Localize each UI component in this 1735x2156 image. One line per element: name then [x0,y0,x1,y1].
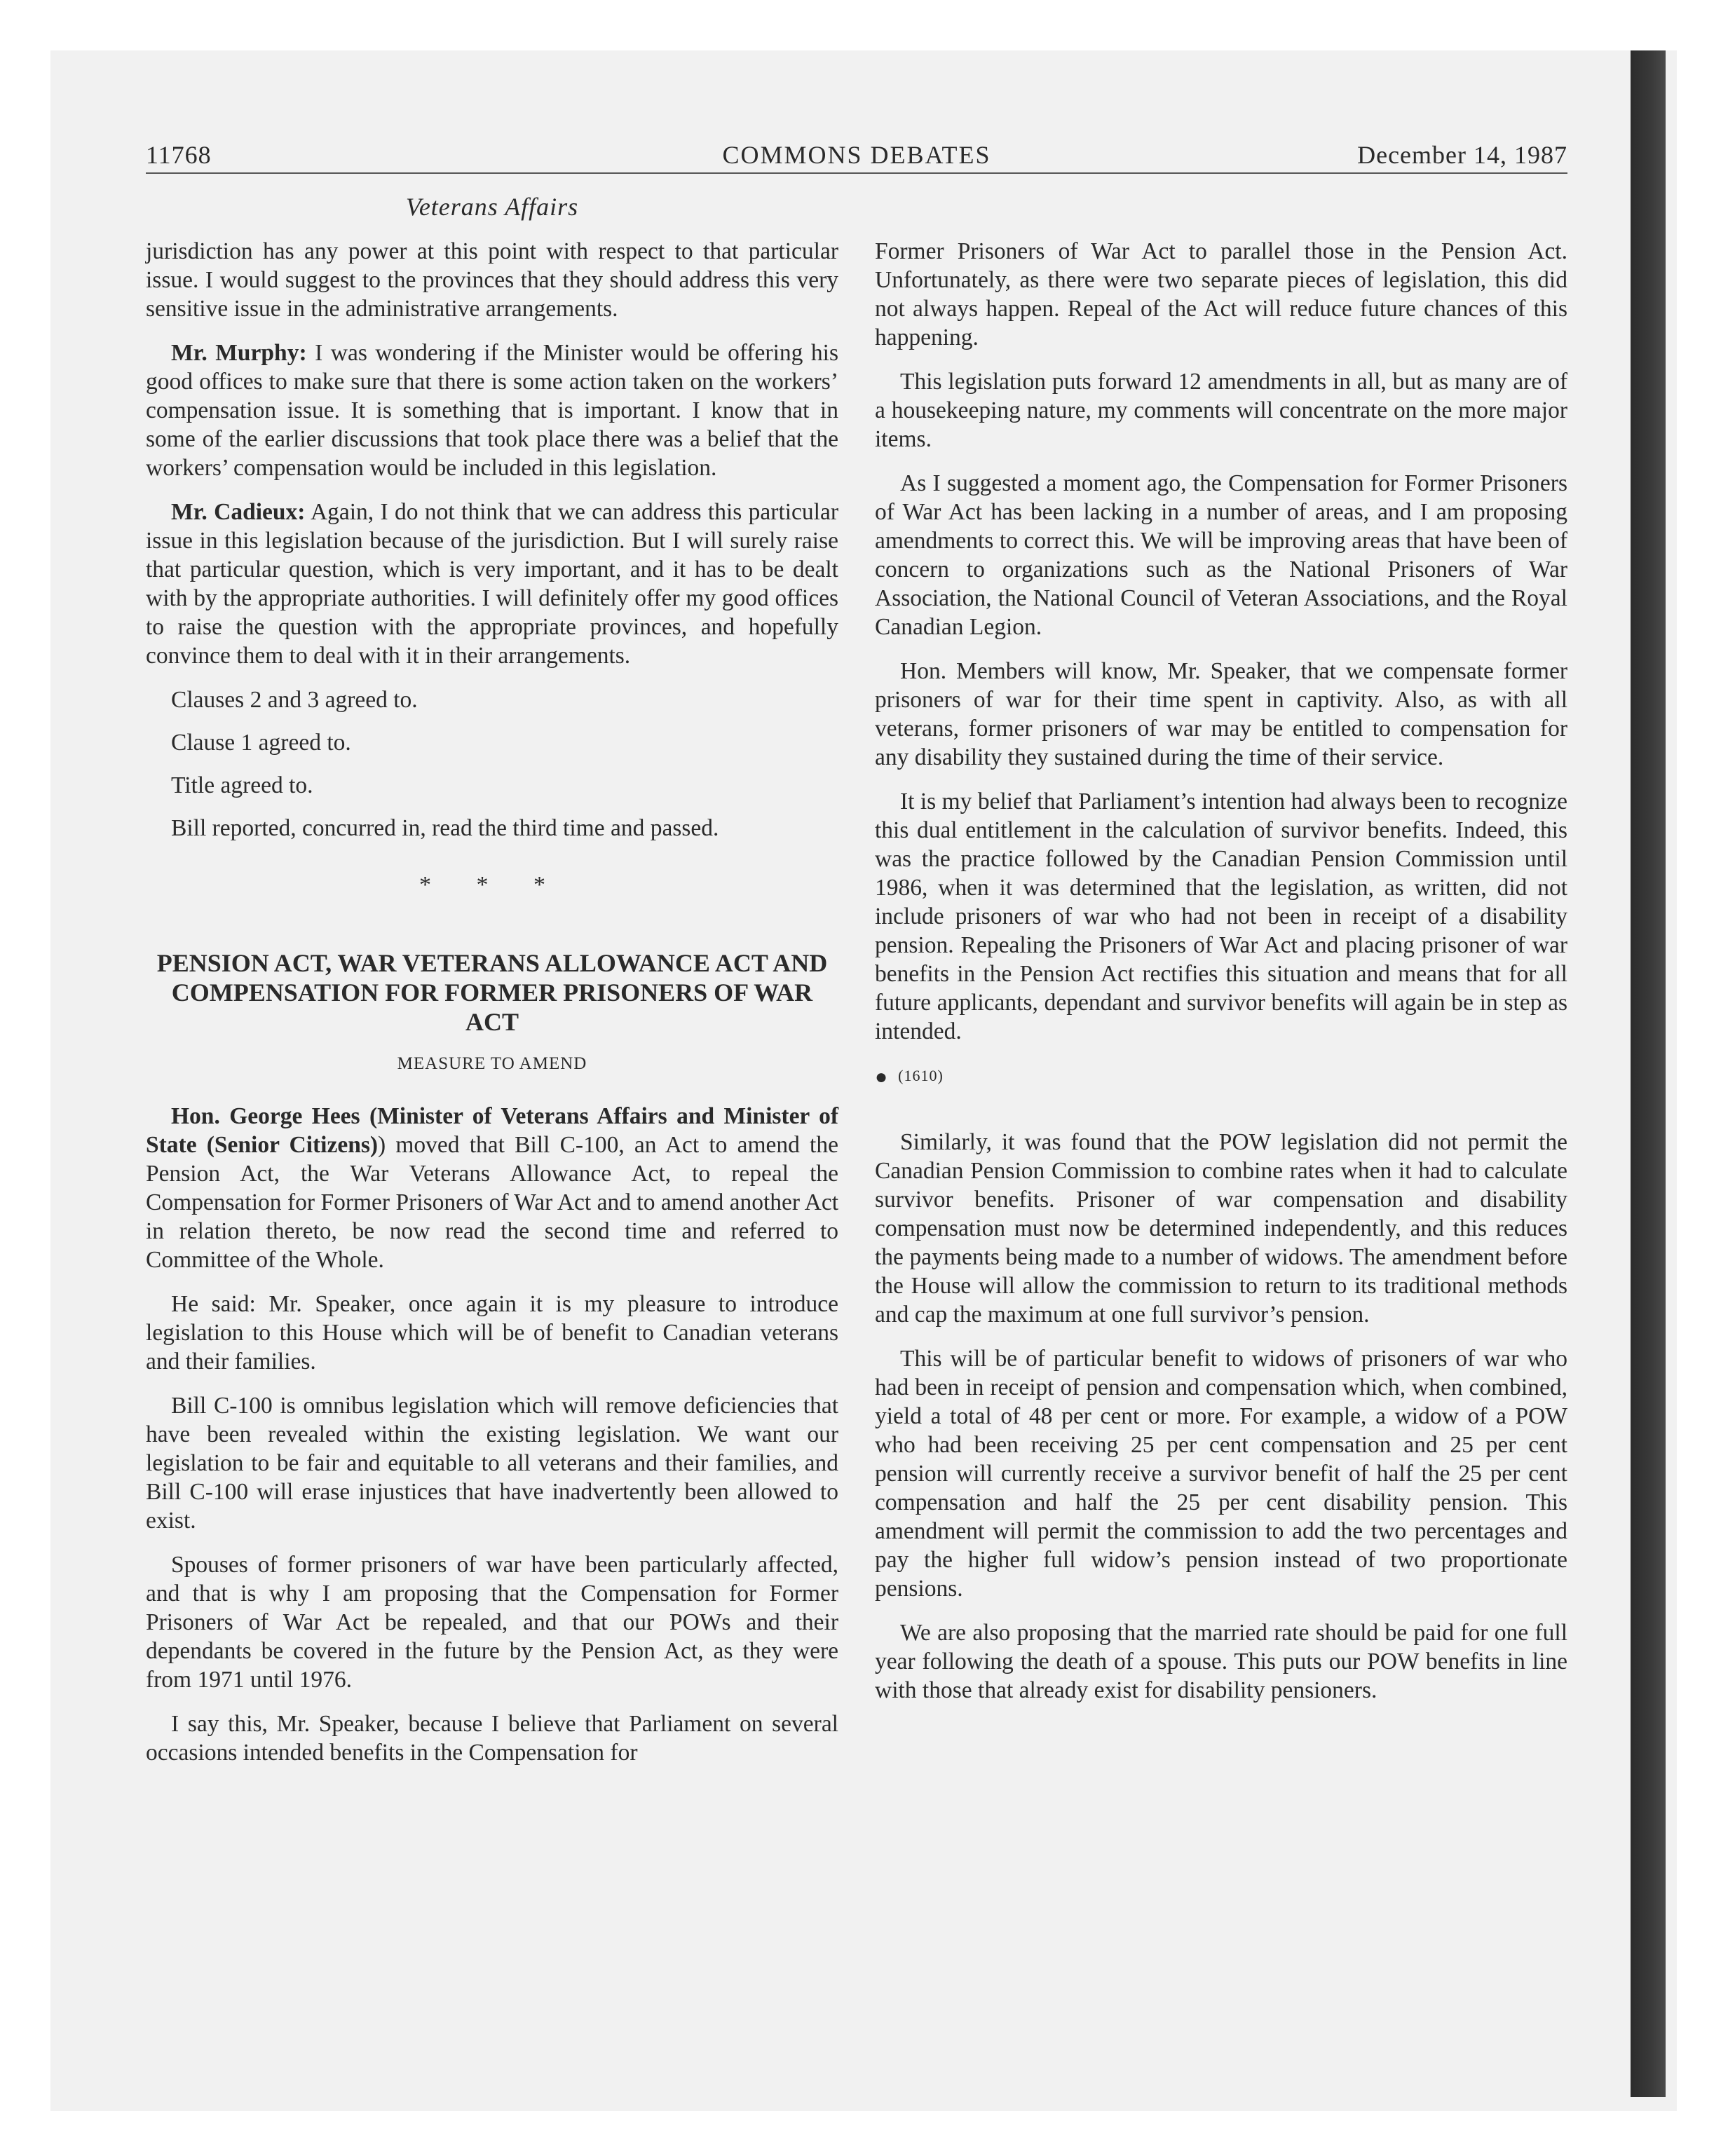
speaker-name: Mr. Murphy: [171,340,307,366]
speaker-name: Hon. George Hees (Minister of Veterans Affairs and Minister of State (Senior Citizens) [146,1103,838,1158]
time-marker [875,1061,1567,1091]
paragraph-hees-motion [146,1102,838,1274]
paragraph: As I suggested a moment ago, the Compensation for Former Prisoners of War Act has been lacking in a number of areas, and I am proposing amendments to correct this. We will be improving areas that have been of concern to organizations such as the National Prisoners of War Association, the National Council of Veteran Associations, and the Royal Canadian Legion. [875,470,1567,640]
header-rule [146,172,1567,174]
right-column [875,237,1567,1720]
paragraph-cadieux [146,498,838,670]
time-marker-text: (1610) [898,1067,944,1084]
paragraph: We are also proposing that the married rate should be paid for one full year following the death of a spouse. This puts our POW benefits in line with those that already exist for disability pensioners. [875,1620,1567,1704]
paragraph: This will be of particular benefit to widows of prisoners of war who had been in receipt of pension and compensation which, when combined, yield a total of 48 per cent or more. For example, a widow of a POW who had been receiving 25 per cent compensation and 25 per cent pension will currently receive a survivor benefit of half the 25 per cent compensation and half the 25 per cent disability pension. This amendment will permit the commission to add the two percentages and pay the higher full widow’s pension instead of two proportionate pensions. [875,1346,1567,1602]
speech-text: ) moved that Bill C-100, an Act to amend the Pension Act, the War Veterans Allowance Act, to repeal the Compensation for Former Prisoners of War Act and to amend another Act in relation thereto, be now read the second time and referred to Committee of the Whole. [146,1132,838,1273]
paragraph-murphy [146,339,838,482]
paragraph-continued: Former Prisoners of War Act to parallel those in the Pension Act. Unfortunately, as there were two separate pieces of legislation, this did not always happen. Repeal of the Act will reduce future chances of this happening. [875,238,1567,350]
subject-heading: Veterans Affairs [405,193,579,221]
bullet-icon: ● [875,1065,889,1089]
paragraph: Hon. Members will know, Mr. Speaker, that we compensate former prisoners of war for their time spent in captivity. Also, as with all veterans, former prisoners of war may be entitled to compensation for any disability they sustained during the time of their service. [875,658,1567,770]
paragraph-continued: jurisdiction has any power at this point with respect to that particular issue. I would suggest to the provinces that they should address this very sensitive issue in the administrative arrangements. [146,238,838,322]
page-number: 11768 [146,141,212,169]
speech-text: Again, I do not think that we can address this particular issue in this legislation because of the jurisdiction. But I will surely raise that particular question, which is very important, and it has to be dealt with by the appropriate authorities. I will definitely offer my good offices to raise the question with the appropriate provinces, and hopefully convince them to deal with it in their arrangements. [146,499,839,669]
publication-title: COMMONS DEBATES [722,141,991,169]
section-heading: PENSION ACT, WAR VETERANS ALLOWANCE ACT AND COMPENSATION FOR FORMER PRISONERS OF WAR ACT [156,949,828,1036]
page-header [146,140,1567,174]
proceeding-title: Title agreed to. [171,772,313,798]
speaker-name: Mr. Cadieux: [171,499,306,525]
paragraph: This legislation puts forward 12 amendments in all, but as many are of a housekeeping nature, my comments will concentrate on the more major items. [875,369,1567,452]
paragraph: Bill C-100 is omnibus legislation which will remove deficiencies that have been revealed within the existing legislation. We want our legislation to be fair and equitable to all veterans and their families, and Bill C-100 will erase injustices that have inadvertently been allowed to exist. [146,1393,838,1534]
proceeding-clause-1: Clause 1 agreed to. [171,730,351,756]
left-column [146,237,838,1782]
paragraph: It is my belief that Parliament’s intention had always been to recognize this dual entitlement in the calculation of survivor benefits. Indeed, this was the practice followed by the Canadian Pension Commission until 1986, when it was determined that the legislation, as written, did not include prisoners of war who had not been in receipt of a disability pension. Repealing the Prisoners of War Act and placing prisoner of war benefits in the Pension Act rectifies this situation and means that for all future applicants, dependant and survivor benefits will again be in step as intended. [875,789,1567,1044]
book-binding-edge [1631,50,1666,2097]
proceeding-bill-reported: Bill reported, concurred in, read the third time and passed. [171,815,719,841]
publication-date: December 14, 1987 [1357,141,1567,169]
paragraph: Spouses of former prisoners of war have been particularly affected, and that is why I am proposing that the Compensation for Former Prisoners of War Act be repealed, and that our POWs and their dependants be covered in the future by the Pension Act, as they were from 1971 until 1976. [146,1552,838,1693]
section-divider: * * * [419,872,565,898]
paragraph: Similarly, it was found that the POW legislation did not permit the Canadian Pension Commission to combine rates when it had to calculate survivor benefits. Prisoner of war compensation and disability compensation must now be determined independently, and this reduces the payments being made to a number of widows. The amendment before the House will allow the commission to return to its traditional methods and cap the maximum at one full survivor’s pension. [875,1129,1567,1328]
speech-text: I was wondering if the Minister would be offering his good offices to make sure that there is some action taken on the workers’ compensation issue. It is something that is important. I know that in some of the earlier discussions that took place there was a belief that the workers’ compensation would be included in this legislation. [146,340,838,481]
paragraph: I say this, Mr. Speaker, because I believe that Parliament on several occasions intended benefits in the Compensation for [146,1711,838,1766]
section-subheading: MEASURE TO AMEND [397,1054,587,1073]
paragraph: He said: Mr. Speaker, once again it is my pleasure to introduce legislation to this House which will be of benefit to Canadian veterans and their families. [146,1291,838,1374]
proceeding-clauses: Clauses 2 and 3 agreed to. [171,687,418,713]
